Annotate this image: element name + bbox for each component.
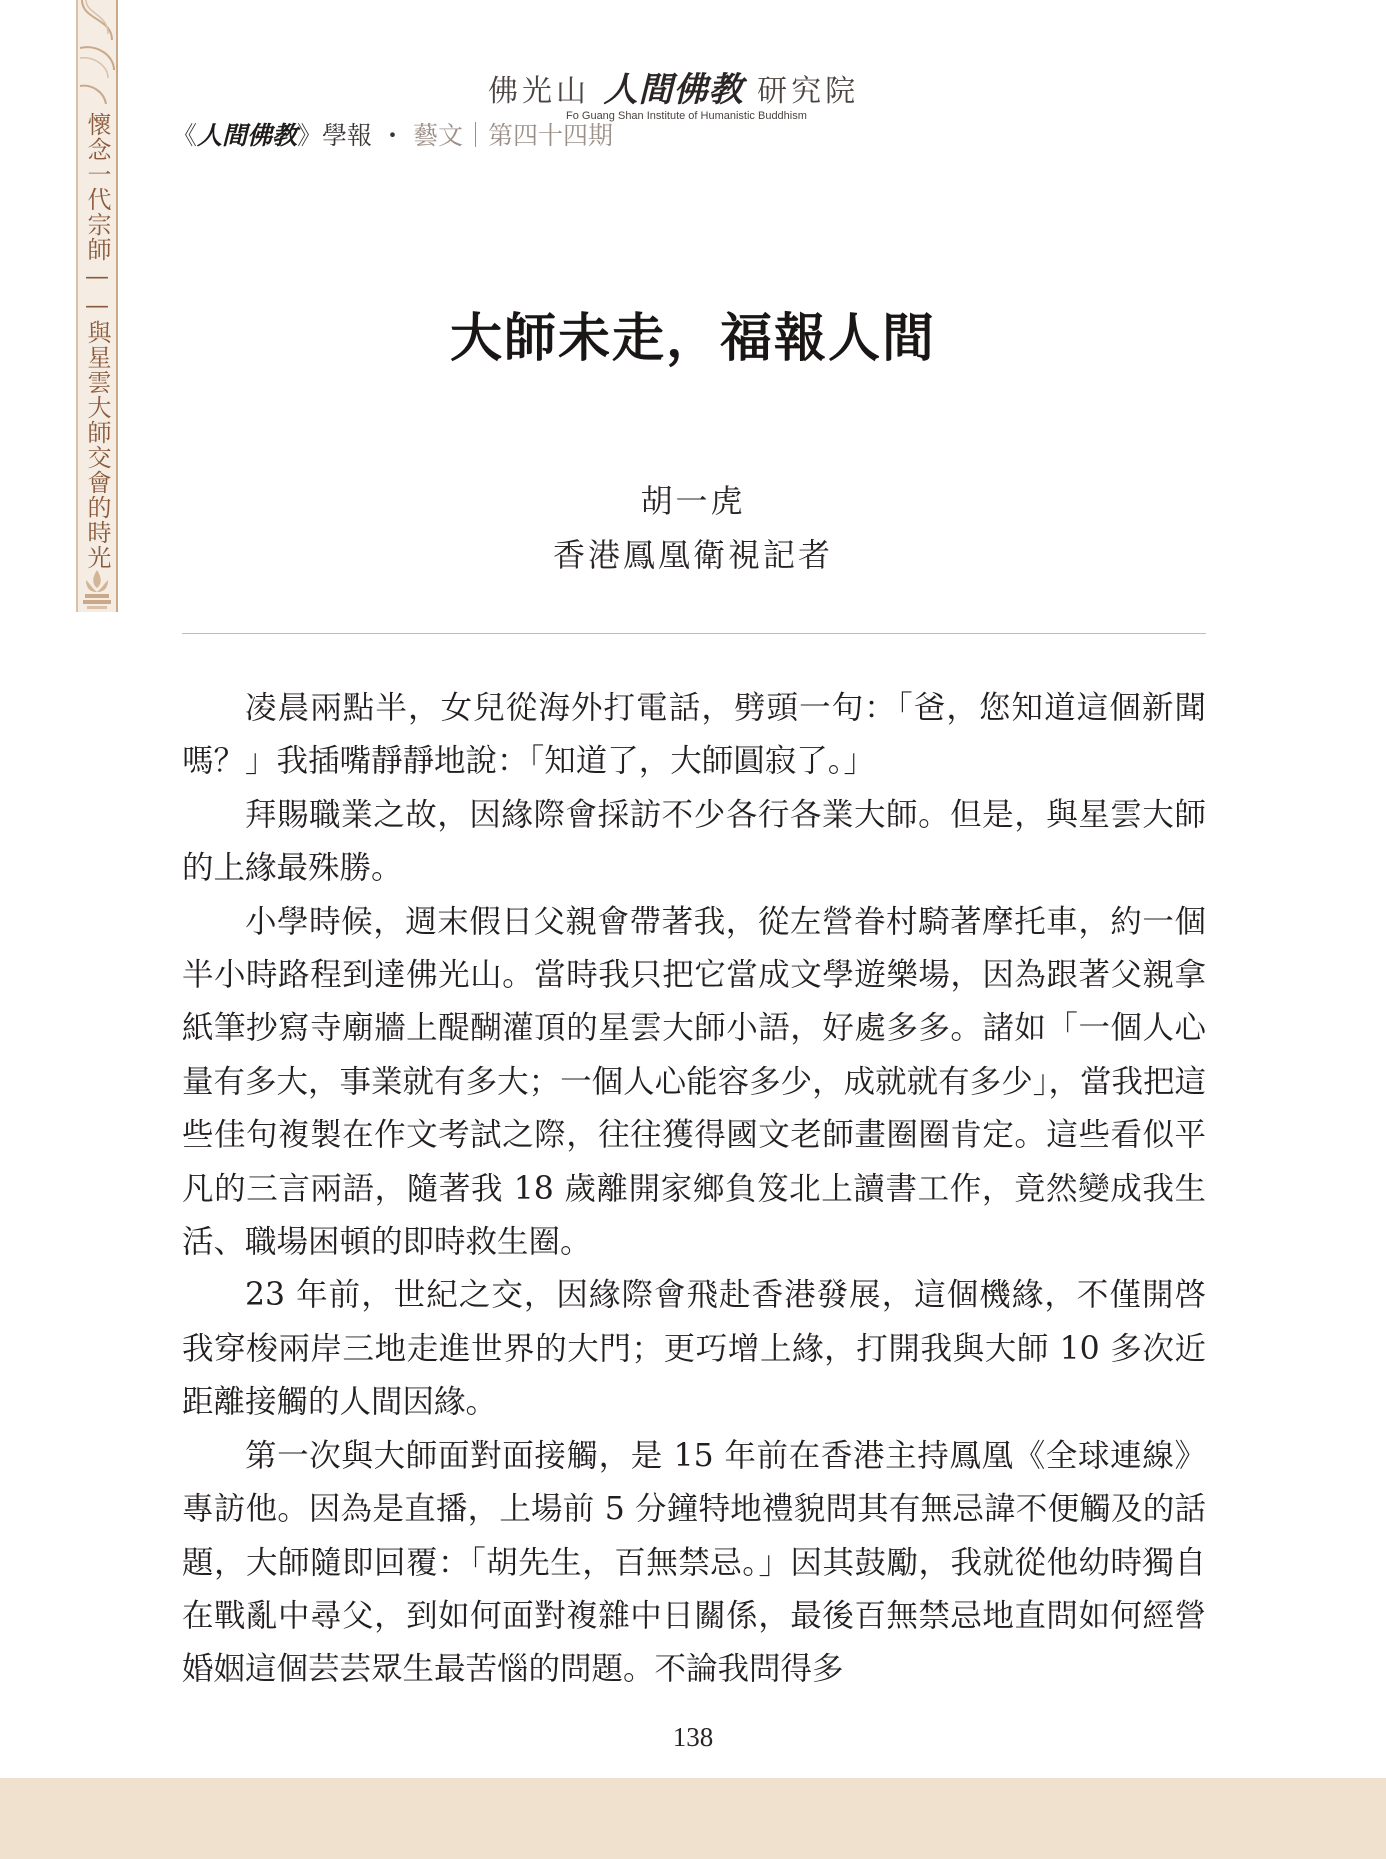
institute-prefix: 佛光山 bbox=[488, 74, 590, 109]
title-divider bbox=[182, 633, 1206, 634]
page-number: 138 bbox=[672, 1722, 714, 1752]
paragraph: 小學時候，週末假日父親會帶著我，從左營眷村騎著摩托車，約一個半小時路程到達佛光山。當時我只把它當成文學遊樂場，因為跟著父親拿紙筆抄寫寺廟牆上醍醐灌頂的星雲大師小語，好處多多。諸如「一個人心量有多大，事業就有多大；一個人心能容多少，成就就有多少」，當我把這些佳句複製在作文考試之際，往往獲得國文老師畫圈圈肯定。這些看似平凡的三言兩語，隨著我 18 歲離開家鄉負笈北上讀書工作，竟然變成我生活、職場困頓的即時救生圈。 bbox=[182, 903, 1206, 1261]
header-separator: ｜ bbox=[462, 121, 488, 150]
issue-label: 第四十四期 bbox=[487, 121, 613, 150]
journal-brand: 人間佛教 bbox=[197, 121, 298, 150]
journal-dot: ・ bbox=[372, 121, 413, 150]
institute-english-name: Fo Guang Shan Institute of Humanistic Buddhism bbox=[566, 110, 807, 122]
vertical-section-title: 懷念一代宗師——與星雲大師交會的時光 bbox=[83, 112, 111, 570]
bottom-band bbox=[0, 1778, 1386, 1859]
cloud-ornament-icon bbox=[78, 0, 116, 104]
institute-brand-logo: 人間佛教 bbox=[603, 70, 744, 110]
journal-running-head bbox=[172, 116, 613, 152]
paragraph: 凌晨兩點半，女兒從海外打電話，劈頭一句：「爸，您知道這個新聞嗎？」我插嘴靜靜地說：「知道了，大師圓寂了。」 bbox=[182, 690, 1206, 780]
institute-suffix: 研究院 bbox=[757, 74, 860, 109]
paragraph: 第一次與大師面對面接觸，是 15 年前在香港主持鳳凰《全球連線》專訪他。因為是直播，上場前 5 分鐘特地禮貌問其有無忌諱不便觸及的話題，大師隨即回覆：「胡先生，百無禁忌。」因其鼓勵，我就從他幼時獨自在戰亂中尋父，到如何面對複雜中日關係，最後百無禁忌地直問如何經營婚姻這個芸芸眾生最苦惱的問題。不論我問得多 bbox=[182, 1437, 1206, 1688]
article-body bbox=[182, 682, 1206, 1697]
institute-name bbox=[488, 62, 859, 111]
paragraph: 23 年前，世紀之交，因緣際會飛赴香港發展，這個機緣，不僅開啓我穿梭兩岸三地走進世界的大門；更巧增上緣，打開我與大師 10 多次近距離接觸的人間因緣。 bbox=[182, 1277, 1206, 1421]
paragraph: 拜賜職業之故，因緣際會採訪不少各行各業大師。但是，與星雲大師的上緣最殊勝。 bbox=[182, 796, 1206, 887]
article-title: 大師未走，福報人間 bbox=[449, 308, 936, 369]
author-affiliation: 香港鳳凰衛視記者 bbox=[552, 536, 833, 574]
section-label: 藝文 bbox=[412, 121, 463, 150]
journal-close: 》學報 bbox=[297, 121, 373, 150]
article-author: 胡一虎 bbox=[640, 482, 746, 520]
journal-open: 《 bbox=[172, 121, 198, 150]
